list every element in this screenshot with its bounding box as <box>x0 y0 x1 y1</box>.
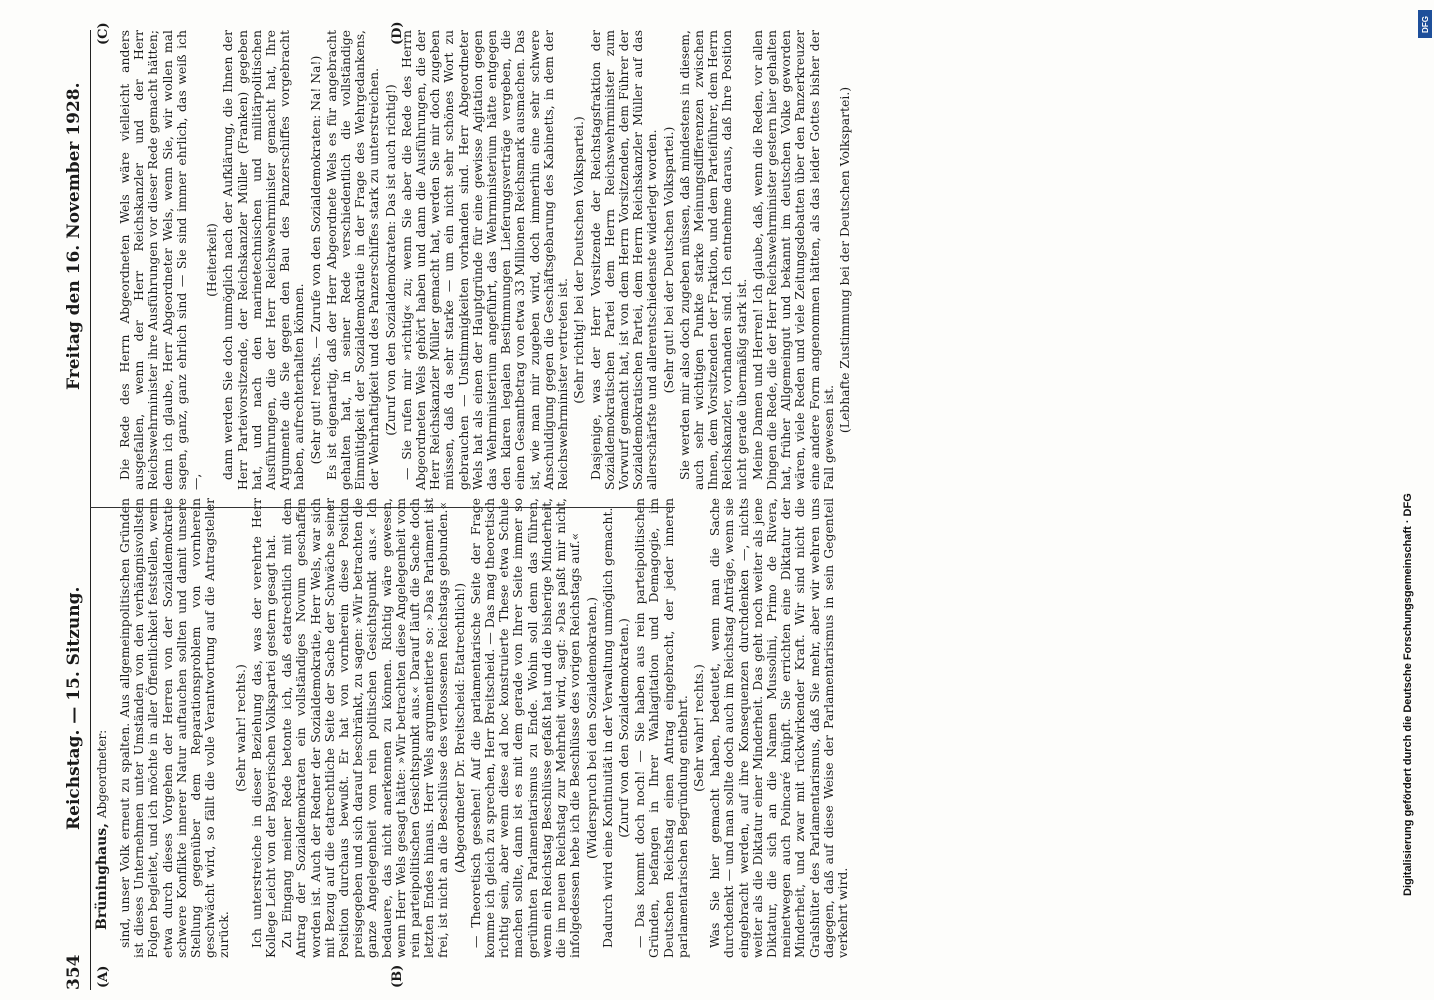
interjection: (Sehr wahr! rechts.) <box>690 664 706 792</box>
paragraph: Dasjenige, was der Herr Vorsitzende der Reichstagsfraktion der Sozialdemokratischen Partei dem Herrn Reichswehrminister zum Vorwurf gemacht hat, ist von dem Herrn Vorsitzenden, dem Führer der Sozialdemokratischen Partei, dem Herrn Reichskanzler Müller auf das allerschärfste und allerentschiedenste widerlegt worden. <box>587 30 660 490</box>
interjection: (Zuruf von den Sozialdemokraten.) <box>615 618 631 838</box>
dfg-logo-text: DFG <box>1420 15 1430 33</box>
interjection: (Abgeordneter Dr. Breitscheid: Etatrechtlich!) <box>451 582 467 874</box>
dfg-logo <box>1418 10 1432 38</box>
margin-marker-b: (B) <box>390 964 405 988</box>
digitization-credit <box>1398 18 1422 918</box>
paragraph: Ich unterstreiche in dieser Beziehung das, was der verehrte Herr Kollege Leicht von der Bayerischen Volkspartei gestern gesagt hat. <box>248 498 279 958</box>
page-number: 354 <box>64 954 84 990</box>
interjection: (Zuruf von den Sozialdemokraten: Das ist auch richtig!) <box>382 84 398 436</box>
paragraph: dann werden Sie doch unmöglich nach der Aufklärung, die Ihnen der Herr Parteivorsitzende, der Reichskanzler Müller (Franken) gegeben hat, und nach den marinetechnischen und militärpolitischen Ausführungen, die der Herr Reichswehrminister gemacht hat, Ihre Argumente die Sie gegen den Bau des Panzerschiffes vorgebracht haben, aufrechterhalten können. <box>220 30 307 490</box>
digitization-credit-text: Digitalisierung gefördert durch die Deutsche Forschungsgemeinschaft · DFG <box>1402 493 1414 896</box>
paragraph: — Das kommt doch noch! — Sie haben aus rein parteipolitischen Gründen, befangen in Ihrer Wahlagitation und Demagogie, im Deutschen Reichstag einen Antrag eingebracht, der jeder inneren parlamentarischen Begründung entbehrt. <box>632 498 690 958</box>
interjection: (Widerspruch bei den Sozialdemokraten.) <box>583 596 599 860</box>
interjection: (Sehr gut! rechts. — Zurufe von den Sozialdemokraten: Na! Na!) <box>307 55 323 465</box>
paragraph: — Theoretisch gesehen! Auf die parlamentarische Seite der Frage komme ich gleich zu sprechen, Herr Breitscheid. — Das mag theoretisch richtig sein, aber wenn diese ad hoc konstruierte These etwa Schule machen sollte, dann ist es mit dem gerade von Ihrer Seite immer so gerühmten Parlamentarismus zu Ende. Wohin soll denn das führen, wenn ein Reichstag Beschlüsse gefaßt hat und die bisherige Minderheit, die im neuen Reichstag zur Mehrheit wird, sagt: »Das paßt mir nicht, infolgedessen hebe ich die Beschlüsse des vorigen Reichstags auf.« <box>467 498 583 958</box>
session-date: Freitag den 16. November 1928. <box>64 82 84 390</box>
speaker-name: Brüninghaus, <box>94 822 110 930</box>
printed-page <box>60 10 1320 990</box>
interjection: (Sehr wahr! rechts.) <box>232 664 248 792</box>
left-column <box>117 498 850 958</box>
paragraph: sind, unser Volk erneut zu spalten. Aus allgemeinpolitischen Gründen ist dieses Unternehmen unter Umständen von den verhängnisvollsten Folgen begleitet, und ich möchte in aller Öffentlichkeit feststellen, wenn etwa durch dieses Vorgehen der Herren von der Sozialdemokratie schwere Konflikte innerer Natur auftauchen sollten und damit unsere Stellung gegenüber dem Reparationsproblem von vornherein geschwächt wird, so fällt die volle Verantwortung auf die Antragsteller zurück. <box>117 498 232 958</box>
paragraph: Es ist eigenartig, daß der Herr Abgeordnete Wels es für angebracht gehalten hat, in seiner Rede verschiedentlich die vollständige Einmütigkeit der Sozialdemokratie in der Frage des Wehrgedankens, der Wehrhaftigkeit und des Panzerschiffes stark zu unterstreichen. <box>323 30 382 490</box>
margin-marker-d: (D) <box>390 21 405 45</box>
right-column <box>117 30 852 490</box>
interjection: (Sehr gut! bei der Deutschen Volkspartei.) <box>660 126 676 394</box>
speaker-role: Abgeordneter: <box>95 729 109 819</box>
margin-marker-c: (C) <box>96 22 111 45</box>
paragraph: Sie werden mir also doch zugeben müssen, daß mindestens in diesem, auch sehr wichtigen Punkte starke Meinungsdifferenzen zwischen Ihnen, dem Vorsitzenden der Fraktion, und dem Parteiführer, dem Herrn Reichskanzler, vorhanden sind. Ich entnehme daraus, daß Ihre Position nicht gerade übermäßig stark ist. <box>676 30 749 490</box>
interjection: (Heiterkeit) <box>204 223 220 297</box>
interjection: (Lebhafte Zustimmung bei der Deutschen Volkspartei.) <box>836 86 852 434</box>
paragraph: Meine Damen und Herren! Ich glaube, daß, wenn die Reden, vor allen Dingen die Rede, die der Herr Reichswehrminister gestern hier gehalten hat, früher Allgemeingut und bekannt im deutschen Volke geworden wären, viele Reden und viele Zeitungsdebatten über den Panzerkreuzer eine andere Form angenommen hätten, als das leider Gottes bisher der Fall gewesen ist. <box>749 30 836 490</box>
paragraph: Was Sie hier gemacht haben, bedeutet, wenn man die Sache durchdenkt — und man sollte doch auch im Reichstag Anträge, wenn sie eingebracht werden, auf ihre Konsequenzen durchdenken —, nichts weiter als die Diktatur einer Minderheit. Das geht noch weiter als jene Diktatur, die sich an die Namen Mussolini, Primo de Rivera, meinetwegen auch Poincaré knüpft. Sie errichten eine Diktatur der Minderheit, und zwar mit rückwirkender Kraft. Wir sind nicht die Gralshüter des Parlamentarismus, daß Sie mehr, aber wir wehren uns dagegen, daß auf diese Weise der Parlamentarismus in sein Gegenteil verkehrt wird. <box>707 498 850 958</box>
paragraph: Die Rede des Herrn Abgeordneten Wels wäre vielleicht anders ausgefallen, wenn der Herr Reichskanzler und der Herr Reichswehrminister ihre Ausführungen vor dieser Rede gemacht hätten; denn ich glaube, Herr Abgeordneter Wels, wenn Sie, wir wollen mal sagen, ganz, ganz ehrlich sind — Sie sind immer ehrlich, das weiß ich —, <box>117 30 204 490</box>
paragraph: — Sie rufen mir »richtig« zu; wenn Sie aber die Rede des Herrn Abgeordneten Wels gehört haben und dann die Ausführungen, die der Herr Reichskanzler Müller gemacht hat, werden Sie mir doch zugeben müssen, daß da sehr starke — um ein nicht sehr schönes Wort zu gebrauchen — Unstimmigkeiten vorhanden sind. Herr Abgeordneter Wels hat als einen der Hauptgründe für eine gewisse Agitation gegen das Wehrministerium angeführt, das Wehrministerium hätte entgegen den klaren legalen Bestimmungen Lieferungsverträge vergeben, die einen Gesamtbetrag von etwa 33 Millionen Reichsmark ausmachen. Das ist, wie man mir zugeben wird, doch immerhin eine sehr schwere Anschuldigung gegen die Geschäftsgebarung des Kabinetts, in dem der Reichswehrminister vertreten ist. <box>398 30 571 490</box>
session-title: Reichstag. — 15. Sitzung. <box>64 586 84 830</box>
speaker-heading <box>94 730 110 930</box>
running-header <box>60 30 91 990</box>
paragraph: Zu Eingang meiner Rede betonte ich, daß etatrechtlich mit dem Antrag der Sozialdemokraten ein vollständiges Novum geschaffen worden ist. Auch der Redner der Sozialdemokratie, Herr Wels, war sich mit Bezug auf die etatrechtliche Seite der Sache der Schwäche seiner Position durchaus bewußt. Er hat von vornherein diese Position preisgegeben und sich darauf beschränkt, zu sagen: »Wir betrachten die ganze Angelegenheit vom rein politischen Gesichtspunkt aus.« Ich bedauere, das nicht anerkennen zu können. Richtig wäre gewesen, wenn Herr Wels gesagt hätte: »Wir betrachten diese Angelegenheit vom rein parteipolitischen Gesichtspunkt aus.« Darauf läuft die Sache doch letzten Endes hinaus. Herr Wels argumentierte so: »Das Parlament ist frei, ist nicht an die Beschlüsse des verflossenen Reichstags gebunden.« <box>279 498 451 958</box>
paragraph: Dadurch wird eine Kontinuität in der Verwaltung unmöglich gemacht. <box>599 507 615 948</box>
interjection: (Sehr richtig! bei der Deutschen Volkspartei.) <box>571 116 587 404</box>
margin-marker-a: (A) <box>96 965 111 988</box>
